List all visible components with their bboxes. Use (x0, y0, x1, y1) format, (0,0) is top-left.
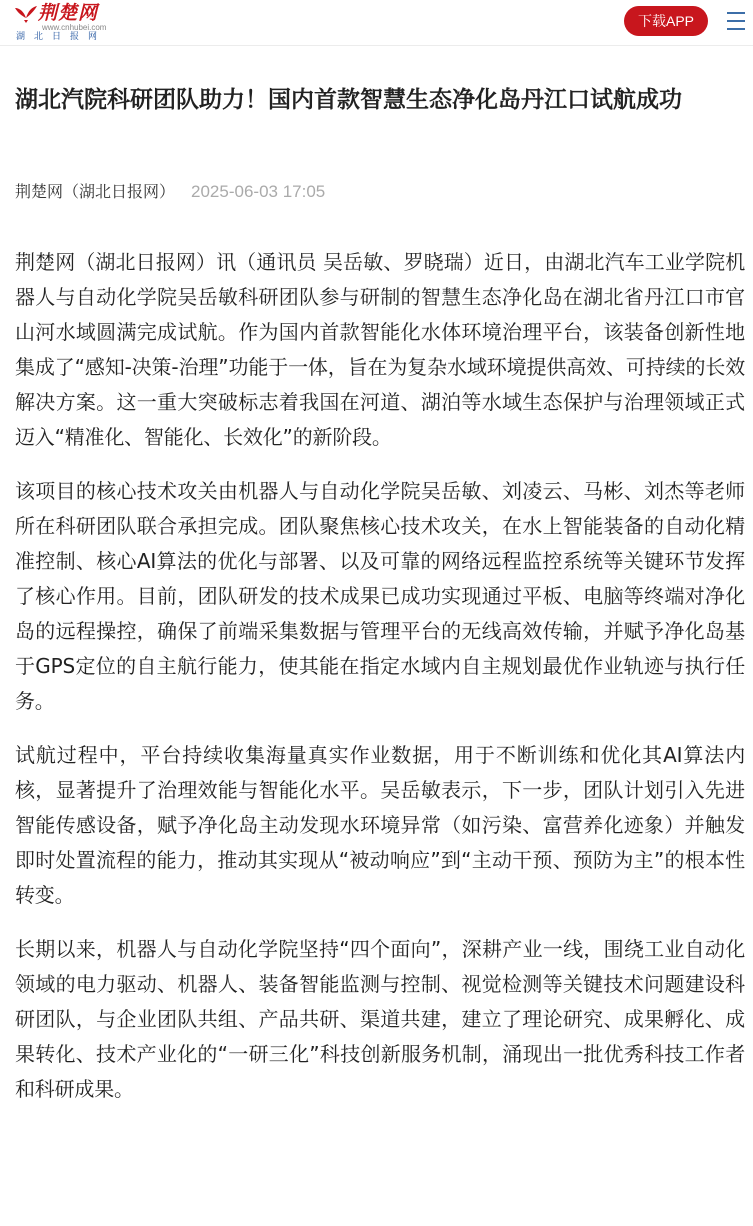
site-logo[interactable] (14, 2, 110, 42)
article-source[interactable]: 荆楚网（湖北日报网） (15, 182, 176, 201)
article-paragraph: 荆楚网（湖北日报网）讯（通讯员 吴岳敏、罗晓瑞）近日，由湖北汽车工业学院机器人与自动化学院吴岳敏科研团队参与研制的智慧生态净化岛在湖北省丹江口市官山河水域圆满完成试航。作为国内首款智能化水体环境治理平台，该装备创新性地集成了“感知-决策-治理”功能于一体，旨在为复杂水域环境提供高效、可持续的长效解决方案。这一重大突破标志着我国在河道、湖泊等水域生态保护与治理领域正式迈入“精准化、智能化、长效化”的新阶段。 (15, 250, 745, 449)
logo-domain: www.cnhubei.com (42, 23, 107, 32)
article-paragraph: 该项目的核心技术攻关由机器人与自动化学院吴岳敏、刘凌云、马彬、刘杰等老师所在科研团队联合承担完成。团队聚焦核心技术攻关，在水上智能装备的自动化精准控制、核心AI算法的优化与部署、以及可靠的网络远程监控系统等关键环节发挥了核心作用。目前，团队研发的技术成果已成功实现通过平板、电脑等终端对净化岛的远程操控，确保了前端采集数据与管理平台的无线高效传输，并赋予净化岛基于GPS定位的自主航行能力，使其能在指定水域内自主规划最优作业轨迹与执行任务。 (15, 479, 745, 713)
article-timestamp: 2025-06-03 17:05 (191, 182, 326, 201)
article-body (15, 245, 745, 1126)
article-paragraph: 长期以来，机器人与自动化学院坚持“四个面向”，深耕产业一线，围绕工业自动化领域的电力驱动、机器人、装备智能监测与控制、视觉检测等关键技术问题建设科研团队，与企业团队共组、产品共研、渠道共建，建立了理论研究、成果孵化、成果转化、技术产业化的“一研三化”科技创新服务机制，涌现出一批优秀科技工作者和科研成果。 (15, 937, 745, 1101)
hamburger-menu-icon[interactable] (725, 9, 747, 33)
article-title: 湖北汽院科研团队助力！国内首款智慧生态净化岛丹江口试航成功 (15, 87, 682, 113)
jingchu-bird-logo-icon (14, 4, 38, 24)
article-paragraph: 试航过程中，平台持续收集海量真实作业数据，用于不断训练和优化其AI算法内核，显著提升了治理效能与智能化水平。吴岳敏表示，下一步，团队计划引入先进智能传感设备，赋予净化岛主动发现水环境异常（如污染、富营养化迹象）并触发即时处置流程的能力，推动其实现从“被动响应”到“主动干预、预防为主”的根本性转变。 (15, 743, 745, 907)
logo-name: 荆楚网 (38, 2, 99, 24)
top-header (0, 0, 753, 46)
article-meta (15, 176, 745, 208)
download-app-button[interactable]: 下载APP (624, 6, 708, 36)
logo-subtitle: 湖北日报网 (16, 32, 107, 42)
